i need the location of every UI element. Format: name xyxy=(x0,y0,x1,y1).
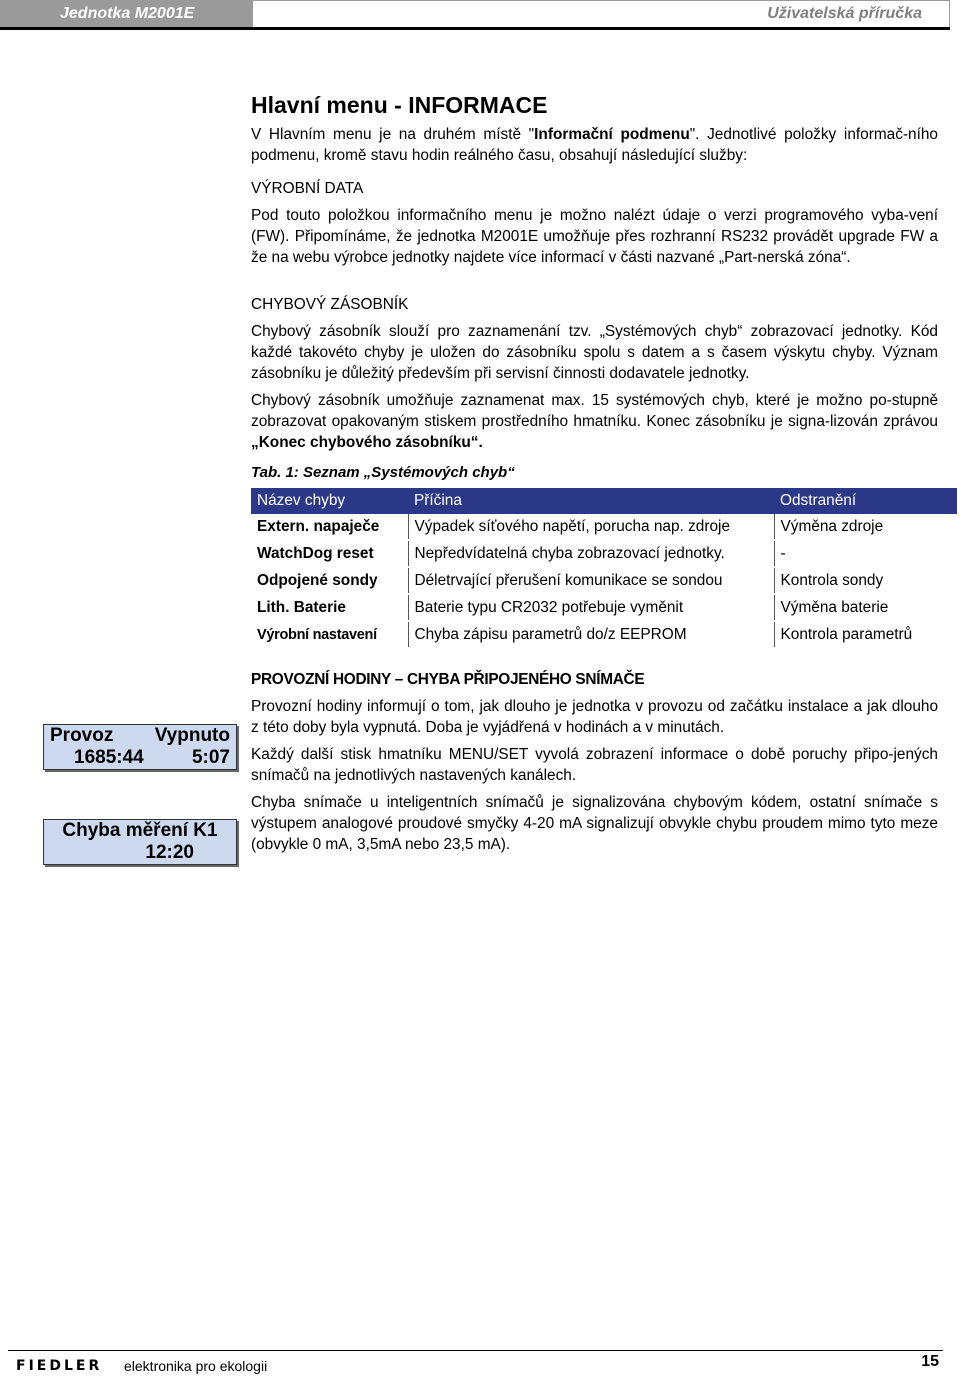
chybovy-paragraph-1: Chybový zásobník slouží pro zaznamenání tzv. „Systémových chyb“ zobrazovací jednotky. Kód každé takovéto chyby je uložen do zásobníku spolu s datem a s časem výskytu chyby. Význam zásobníku je důležitý především při servisní činnosti dodavatele jednotky. xyxy=(251,323,938,382)
lcd-row xyxy=(44,725,236,747)
lcd-row xyxy=(44,820,236,842)
lcd-text: 12:20 xyxy=(145,842,194,863)
main-content xyxy=(251,90,938,855)
table-cell: WatchDog reset xyxy=(251,540,408,567)
table-header-row xyxy=(251,488,957,514)
table-header-cell: Příčina xyxy=(408,488,774,514)
lcd-text: Chyba měření K1 xyxy=(62,820,218,841)
table-cell: Extern. napaječe xyxy=(251,514,408,540)
fiedler-logo: FIEDLER xyxy=(16,1358,103,1374)
table-cell: Kontrola parametrů xyxy=(774,621,957,648)
table-cell: - xyxy=(774,540,957,567)
provozni-paragraph-3: Chyba snímače u inteligentních snímačů je signalizována chybovým kódem, ostatní snímače s výstupem analogové proudové smyčky 4-20 mA signalizují obvykle chybu proudem mimo tyto meze (obvykle 0 mA, 3,5mA nebo 23,5 mA). xyxy=(251,794,938,853)
table-cell: Výrobní nastavení xyxy=(251,621,408,648)
intro-paragraph: V Hlavním menu je na druhém místě "Informační podmenu". Jednotlivé položky informač-ního podmenu, kromě stavu hodin reálného času, obsahují následující služby: xyxy=(251,126,938,164)
table-row xyxy=(251,621,957,648)
provozni-paragraph-1: Provozní hodiny informují o tom, jak dlouho je jednotka v provozu od začátku instalace a jak dlouho z této doby byla vypnutá. Doba je vyjádřená v hodinách a v minutách. xyxy=(251,698,938,736)
lcd-display-operating-hours xyxy=(43,724,237,770)
table-row xyxy=(251,540,957,567)
page-number: 15 xyxy=(921,1353,939,1370)
lcd-row xyxy=(44,747,236,769)
header-rule xyxy=(0,27,950,30)
table-header-cell: Název chyby xyxy=(251,488,408,514)
table-row xyxy=(251,594,957,621)
footer-rule xyxy=(8,1350,943,1351)
table-cell: Nepředvídatelná chyba zobrazovací jednotky. xyxy=(408,540,774,567)
table-cell: Výpadek síťového napětí, porucha nap. zdroje xyxy=(408,514,774,540)
page-title: Hlavní menu - INFORMACE xyxy=(251,92,548,118)
table-cell: Chyba zápisu parametrů do/z EEPROM xyxy=(408,621,774,648)
lcd-display-sensor-error xyxy=(43,819,237,865)
table-cell: Výměna baterie xyxy=(774,594,957,621)
table-cell: Kontrola sondy xyxy=(774,567,957,594)
table-caption: Tab. 1: Seznam „Systémových chyb“ xyxy=(251,464,515,481)
table-cell: Odpojené sondy xyxy=(251,567,408,594)
section-heading-chybovy: CHYBOVÝ ZÁSOBNÍK xyxy=(251,296,409,313)
table-header-cell: Odstranění xyxy=(774,488,957,514)
chybovy-paragraph-2: Chybový zásobník umožňuje zaznamenat max. 15 systémových chyb, které je možno po-stupně zobrazovat opakovaným stiskem prostředního hmatníku. Konec zásobníku je signa-lizován zprávou „Konec chybového zásobníku“. xyxy=(251,392,938,451)
table-row xyxy=(251,567,957,594)
lcd-text: Vypnuto xyxy=(154,725,230,746)
table-cell: Déletrvající přerušení komunikace se sondou xyxy=(408,567,774,594)
table-cell: Výměna zdroje xyxy=(774,514,957,540)
vyrobni-paragraph: Pod touto položkou informačního menu je možno nalézt údaje o verzi programového vyba-vení (FW). Připomínáme, že jednotka M2001E umožňuje přes rozhranní RS232 provádět upgrade FW a že na webu výrobce jednotky najdete více informací v části nazvané „Part-nerská zóna“. xyxy=(251,207,938,266)
lcd-text: Provoz xyxy=(50,725,114,746)
lcd-text: 5:07 xyxy=(191,747,230,768)
table-cell: Baterie typu CR2032 potřebuje vyměnit xyxy=(408,594,774,621)
provozni-paragraph-2: Každý další stisk hmatníku MENU/SET vyvolá zobrazení informace o době poruchy připo-jených snímačů na jednotlivých nastavených kanálech. xyxy=(251,746,938,784)
lcd-text: 1685:44 xyxy=(74,747,144,768)
error-table xyxy=(251,488,957,649)
header-manual-title: Uživatelská příručka xyxy=(767,5,922,22)
section-heading-provozni: PROVOZNÍ HODINY – CHYBA PŘIPOJENÉHO SNÍMAČE xyxy=(251,671,645,688)
footer-tagline: elektronika pro ekologii xyxy=(124,1358,268,1374)
table-cell: Lith. Baterie xyxy=(251,594,408,621)
table-row xyxy=(251,514,957,540)
section-heading-vyrobni: VÝROBNÍ DATA xyxy=(251,180,364,197)
header-title: Jednotka M2001E xyxy=(60,5,195,22)
lcd-row xyxy=(44,842,236,864)
